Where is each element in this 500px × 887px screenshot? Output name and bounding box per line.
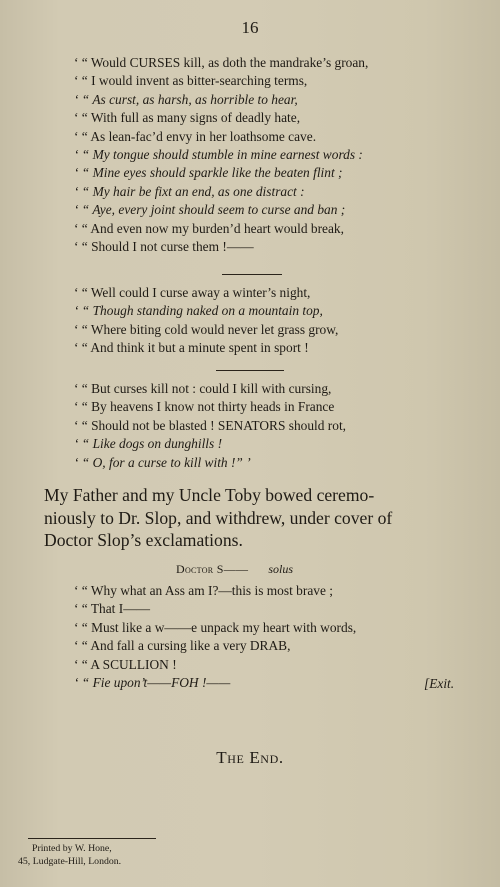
verse-line: ‘ “ But curses kill not : could I kill with cursing,: [74, 381, 332, 396]
prose-line: My Father and my Uncle Toby bowed ceremo-: [44, 485, 375, 505]
printer-imprint: [18, 838, 156, 868]
verse-stanza-1: [74, 54, 368, 256]
prose-paragraph: [44, 484, 470, 552]
verse-line: ‘ “ My hair be fixt an end, as one distract :: [74, 183, 305, 199]
prose-line: niously to Dr. Slop, and withdrew, under cover of: [44, 507, 393, 528]
section-rule: [222, 274, 282, 275]
speaker-heading: [176, 562, 293, 577]
verse-line: ‘ “ Would CURSES kill, as doth the mandrake’s groan,: [74, 55, 369, 70]
verse-line: ‘ “ Where biting cold would never let grass grow,: [74, 321, 339, 337]
verse-line: ‘ “ I would invent as bitter-searching terms,: [74, 73, 308, 89]
verse-line: ‘ “ And think it but a minute spent in sport !: [74, 340, 309, 356]
imprint-rule: [28, 838, 156, 839]
verse-line: ‘ “ With full as many signs of deadly hate,: [74, 110, 301, 126]
verse-line: ‘ “ A SCULLION !: [74, 656, 177, 672]
prose-line: Doctor Slop’s exclamations.: [44, 530, 243, 551]
verse-line: ‘ “ Should I not curse them !——: [74, 238, 254, 254]
verse-line: ‘ “ Must like a w——e unpack my heart with words,: [74, 619, 357, 635]
verse-line: ‘ “ As curst, as harsh, as horrible to hear,: [74, 91, 298, 107]
verse-line: ‘ “ By heavens I know not thirty heads in France: [74, 399, 335, 415]
verse-line: ‘ “ Aye, every joint should seem to curse and ban ;: [74, 202, 346, 218]
verse-line: ‘ “ Like dogs on dunghills !: [74, 436, 223, 452]
verse-line: ‘ “ Should not be blasted ! SENATORS should rot,: [74, 417, 347, 433]
verse-line: ‘ “ That I——: [74, 601, 150, 617]
verse-line: ‘ “ And even now my burden’d heart would break,: [74, 220, 344, 236]
stage-direction: solus: [268, 562, 293, 576]
verse-line: ‘ “ Though standing naked on a mountain top,: [74, 303, 323, 319]
verse-line: ‘ “ Well could I curse away a winter’s night,: [74, 285, 311, 300]
verse-stanza-2: [74, 284, 338, 358]
verse-line: ‘ “ Fie upon’t——FOH !——: [74, 674, 231, 690]
the-end-heading: The End.: [216, 748, 284, 767]
page-number: 16: [241, 18, 259, 37]
verse-stanza-3: [74, 380, 346, 472]
verse-line: ‘ “ Mine eyes should sparkle like the beaten flint ;: [74, 165, 343, 181]
section-rule: [216, 370, 284, 371]
verse-line: ‘ “ O, for a curse to kill with !” ’: [74, 454, 251, 470]
verse-line: ‘ “ Why what an Ass am I?—this is most brave ;: [74, 583, 333, 598]
verse-line: ‘ “ My tongue should stumble in mine earnest words :: [74, 146, 363, 162]
verse-line: ‘ “ And fall a cursing like a very DRAB,: [74, 638, 291, 654]
speaker-name: Doctor S——: [176, 562, 249, 576]
verse-line: ‘ “ As lean-fac’d envy in her loathsome cave.: [74, 128, 317, 144]
exit-direction: [Exit.: [424, 676, 455, 691]
imprint-line: 45, Ludgate-Hill, London.: [18, 856, 122, 867]
verse-stanza-4: [74, 582, 356, 692]
imprint-line: Printed by W. Hone,: [32, 843, 112, 854]
